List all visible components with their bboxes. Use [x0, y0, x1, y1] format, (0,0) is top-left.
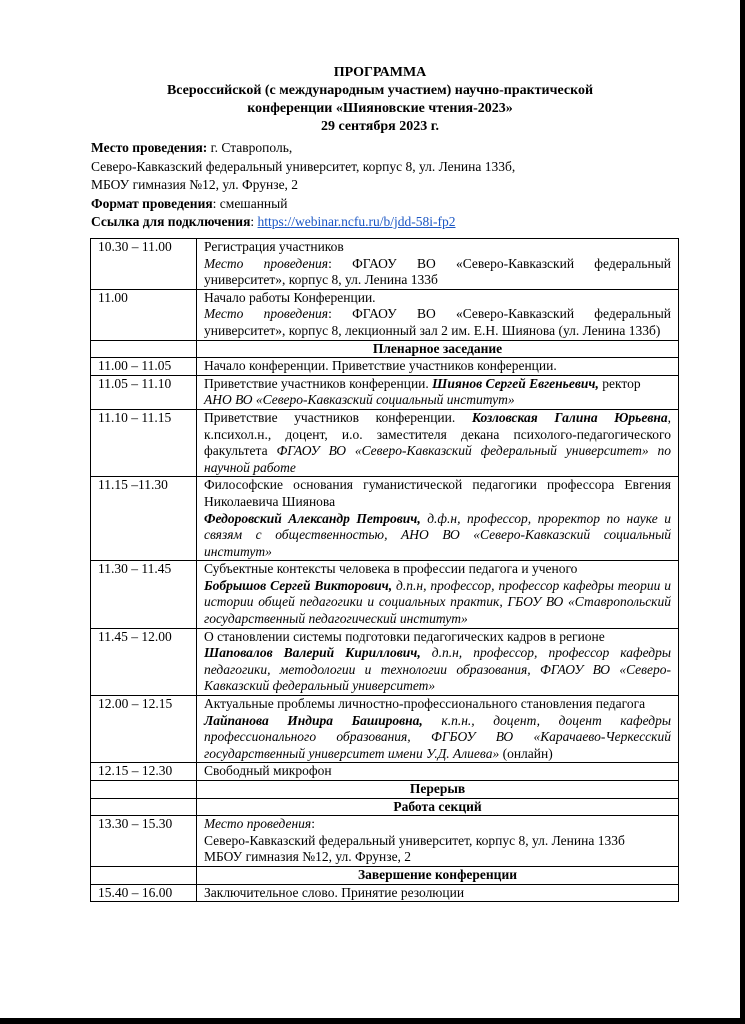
empty-cell [91, 798, 197, 816]
speaker-name: Козловская Галина Юрьевна [471, 409, 668, 425]
time-cell: 11.15 –11.30 [91, 477, 197, 561]
empty-cell [91, 866, 197, 884]
link-line [91, 213, 691, 232]
table-row [91, 375, 679, 409]
desc-cell [197, 561, 679, 628]
page-edge-right [740, 0, 745, 1024]
table-row [91, 239, 679, 290]
speaker-name: Шиянов Сергей Евгеньевич, [432, 375, 599, 391]
empty-cell [91, 781, 197, 799]
connection-link[interactable]: https://webinar.ncfu.ru/b/jdd-58i-fp2 [257, 214, 456, 229]
table-row [91, 816, 679, 867]
time-cell: 11.45 – 12.00 [91, 628, 197, 695]
time-cell: 13.30 – 15.30 [91, 816, 197, 867]
table-row [91, 340, 679, 358]
time-cell: 11.05 – 11.10 [91, 375, 197, 409]
desc-cell [197, 628, 679, 695]
program-title: ПРОГРАММА [333, 65, 427, 80]
talk-topic: Субъектные контексты человека в профессии педагога и ученого [204, 561, 578, 577]
venue-line-3: МБОУ гимназия №12, ул. Фрунзе, 2 [204, 849, 412, 865]
conference-info [91, 139, 691, 232]
link-label: Ссылка для подключения [91, 214, 251, 229]
speaker-org: ФГАОУ ВО «Северо-Кавказский федеральный университет» по научной работе [204, 443, 671, 475]
row-title: Регистрация участников [204, 239, 344, 254]
speaker-org: АНО ВО «Северо-Кавказский социальный институт» [204, 392, 515, 408]
venue-line-3: МБОУ гимназия №12, ул. Фрунзе, 2 [91, 177, 299, 192]
table-row [91, 628, 679, 695]
time-cell: 15.40 – 16.00 [91, 884, 197, 902]
link-sep: : [250, 214, 258, 229]
table-row [91, 798, 679, 816]
time-cell: 11.00 [91, 289, 197, 340]
table-row [91, 866, 679, 884]
speaker-role: , к.психол.н., доцент, и.о. заместителя декана психолого-педагогического факультета [204, 409, 671, 459]
table-row [91, 409, 679, 476]
row-title: Начало работы Конференции. [204, 289, 376, 305]
desc-cell: Начало конференции. Приветствие участников конференции. [197, 358, 679, 376]
program-subtitle-line1: Всероссийской (с международным участием) научно-практической [166, 83, 594, 98]
venue-city: г. Ставрополь, [207, 140, 293, 155]
program-subtitle-line2: конференции «Шияновские чтения-2023» [247, 101, 513, 116]
time-cell: 11.30 – 11.45 [91, 561, 197, 628]
desc-cell [197, 477, 679, 561]
desc-cell: Заключительное слово. Принятие резолюции [197, 884, 679, 902]
table-row [91, 884, 679, 902]
venue-label: Место проведения: [91, 140, 208, 155]
desc-cell [197, 409, 679, 476]
venue-label: Место проведения [204, 306, 329, 322]
speaker-details: д.ф.н, профессор, проректор по науке и связям с общественностью, АНО ВО «Северо-Кавказский социальный институт» [204, 510, 671, 559]
empty-cell [91, 340, 197, 358]
desc-cell [197, 289, 679, 340]
talk-topic: Актуальные проблемы личностно-профессионального становления педагога [204, 696, 646, 712]
schedule-table [90, 238, 679, 902]
speaker-role: ректор [598, 375, 641, 391]
talk-topic: Философские основания гуманистической педагогики профессора Евгения Николаевича Шиянова [204, 477, 671, 509]
time-cell: 10.30 – 11.00 [91, 239, 197, 290]
speaker-details: д.п.н, профессор, профессор кафедры педагогики, методологии и технологии образования, ФГАОУ ВО «Северо-Кавказский федеральный университет» [204, 645, 672, 694]
desc-cell [197, 816, 679, 867]
venue-colon: : [311, 816, 315, 832]
row-text: Приветствие участников конференции. [204, 409, 472, 425]
section-workshops: Работа секций [197, 798, 679, 816]
table-row [91, 477, 679, 561]
table-row [91, 781, 679, 799]
venue-line [91, 139, 691, 158]
talk-topic: О становлении системы подготовки педагогических кадров в регионе [204, 628, 605, 644]
table-row [91, 289, 679, 340]
row-text: Приветствие участников конференции. [204, 375, 433, 391]
section-plenary: Пленарное заседание [197, 340, 679, 358]
speaker-details: д.п.н, профессор, профессор кафедры теории и истории общей педагогики и социальных практик, ГБОУ ВО «Ставропольский государственный педагогический институт» [204, 577, 672, 627]
page-edge-bottom [0, 1018, 745, 1024]
speaker-details: к.п.н., доцент, доцент кафедры профессионального образования, ФГБОУ ВО «Карачаево-Черкесский государственный университет имени У.Д. Алиева» [204, 712, 671, 761]
format-label: Формат проведения [91, 195, 213, 211]
venue-text: : ФГАОУ ВО «Северо-Кавказский федеральный университет», корпус 8, ул. Ленина 133б [204, 255, 671, 288]
speaker-name: Бобрышов Сергей Викторович, [204, 577, 393, 593]
time-cell: 12.00 – 12.15 [91, 696, 197, 763]
program-date: 29 сентября 2023 г. [320, 119, 440, 134]
time-cell: 12.15 – 12.30 [91, 763, 197, 781]
venue-label: Место проведения [204, 816, 312, 832]
speaker-name: Федоровский Александр Петрович, [204, 510, 421, 526]
format-value: : смешанный [212, 195, 288, 211]
section-break: Перерыв [197, 781, 679, 799]
venue-label: Место проведения [204, 255, 329, 271]
speaker-name: Шаповалов Валерий Кириллович, [204, 645, 421, 661]
desc-cell [197, 375, 679, 409]
online-note: (онлайн) [499, 745, 553, 761]
time-cell: 11.10 – 11.15 [91, 409, 197, 476]
venue-text: : ФГАОУ ВО «Северо-Кавказский федеральный университет», корпус 8, лекционный зал 2 им. Е.Н. Шиянова (ул. Ленина 133б) [204, 306, 671, 338]
table-row [91, 358, 679, 376]
table-row [91, 763, 679, 781]
speaker-name: Лайпанова Индира Башировна, [204, 712, 423, 728]
desc-cell: Свободный микрофон [197, 763, 679, 781]
desc-cell [197, 239, 679, 290]
time-cell: 11.00 – 11.05 [91, 358, 197, 376]
desc-cell [197, 696, 679, 763]
venue-line-2: Северо-Кавказский федеральный университет, корпус 8, ул. Ленина 133б, [91, 158, 516, 174]
table-row [91, 561, 679, 628]
format-line [91, 195, 691, 214]
venue-line-2: Северо-Кавказский федеральный университет, корпус 8, ул. Ленина 133б [204, 832, 625, 848]
section-closing: Завершение конференции [197, 866, 679, 884]
table-row [91, 696, 679, 763]
